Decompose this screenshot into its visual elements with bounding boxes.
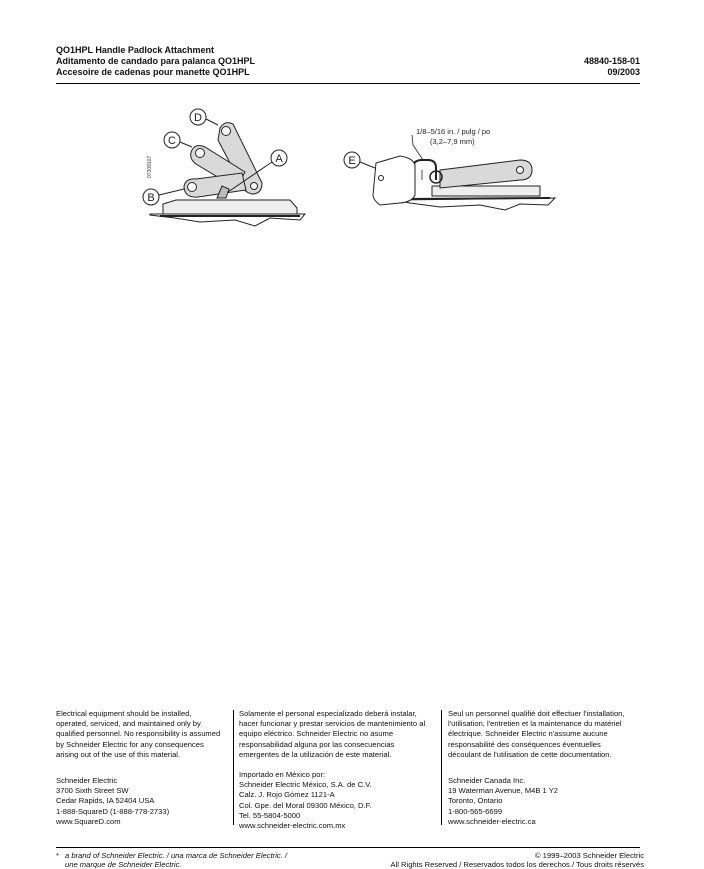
document-title-fr: Accesoire de cadenas pour manette QO1HPL: [56, 67, 250, 77]
callout-c: C: [168, 135, 176, 147]
footer-column-es: [239, 709, 425, 831]
address-line: Schneider Canada Inc.: [448, 776, 526, 786]
footnote-mark: *: [56, 851, 59, 860]
footer-rule: [56, 847, 640, 848]
document-number: 48840-158-01: [583, 56, 640, 66]
callout-d: D: [194, 112, 202, 124]
disclaimer-line: qualified personnel. No responsibility is assumed: [56, 729, 221, 739]
address-line: 1-800-565-6699: [448, 806, 503, 816]
address-line: Cedar Rapids, IA 52404 USA: [56, 796, 155, 806]
footer-column-fr: [448, 709, 625, 827]
document-title-en: QO1HPL Handle Padlock Attachment: [56, 45, 215, 55]
disclaimer-line: électrique. Schneider Electric n'assume aucune: [448, 729, 608, 739]
document-date: 09/2003: [607, 67, 640, 77]
figure-code: 07309107: [147, 155, 153, 178]
footnote-line: a brand of Schneider Electric. / una marca de Schneider Electric. /: [65, 851, 288, 860]
document-title-es: Aditamento de candado para palanca QO1HPL: [56, 56, 256, 66]
website-link[interactable]: www.SquareD.com: [56, 816, 121, 826]
address-line: Schneider Electric: [56, 776, 118, 786]
disclaimer-line: equipo eléctrico. Schneider Electric no asume: [239, 729, 394, 739]
disclaimer-line: emergentes de la utilización de este material.: [239, 749, 392, 759]
website-link[interactable]: www.schneider-electric.ca: [448, 816, 536, 826]
disclaimer-line: l'utilisation, l'entretien et la maintenance du matériel: [448, 719, 622, 729]
address-line: Importado en México por:: [239, 770, 326, 780]
copyright: © 1999–2003 Schneider Electric: [534, 851, 644, 860]
dimension-mm: (3,2–7,9 mm): [430, 137, 475, 146]
address-line: Tel. 55-5804-5000: [239, 810, 301, 820]
address-line: Schneider Electric México, S.A. de C.V.: [239, 780, 372, 790]
disclaimer-line: by Schneider Electric for any consequences: [56, 739, 204, 749]
rights-reserved: All Rights Reserved / Reservados todos los derechos / Tous droits réservés: [390, 860, 644, 869]
disclaimer-line: Solamente el personal especializado deberá instalar,: [239, 709, 417, 718]
address-line: 19 Waterman Avenue, M4B 1 Y2: [448, 786, 559, 796]
callout-e: E: [348, 155, 356, 167]
disclaimer-line: Electrical equipment should be installed,: [56, 709, 192, 718]
disclaimer-line: hacer funcionar y prestar servicios de mantenimiento al: [239, 719, 426, 729]
dimension-inches: 1/8–5/16 in. / pulg / po: [416, 127, 491, 136]
disclaimer-line: arising out of the use of this material.: [56, 749, 181, 759]
address-line: Col. Gpe. del Moral 09300 México, D.F.: [239, 800, 372, 810]
address-line: 1-888-SquareD (1-888-778-2733): [56, 806, 170, 816]
address-line: Toronto, Ontario: [448, 796, 503, 806]
footer-column-en: [56, 709, 220, 827]
callout-a: A: [275, 153, 283, 165]
footnote-line: une marque de Schneider Electric.: [65, 860, 182, 869]
disclaimer-line: responsabilité des conséquences éventuelles: [448, 739, 601, 749]
address-line: 3700 Sixth Street SW: [56, 786, 129, 796]
address-line: Calz. J. Rojo Gómez 1121-A: [239, 790, 335, 800]
column-divider: [233, 710, 234, 825]
column-divider: [441, 710, 442, 825]
padlock-illustration: [0, 0, 704, 250]
disclaimer-line: operated, serviced, and maintained only by: [56, 719, 201, 729]
disclaimer-line: responsabilidad alguna por las consecuencias: [239, 739, 395, 749]
disclaimer-line: Seul un personnel qualifié doit effectuer l'installation,: [448, 709, 625, 718]
callout-b: B: [147, 192, 155, 204]
website-link[interactable]: www.schneider-electric.com.mx: [239, 821, 346, 831]
disclaimer-line: découlant de l'utilisation de cette documentation.: [448, 749, 612, 759]
